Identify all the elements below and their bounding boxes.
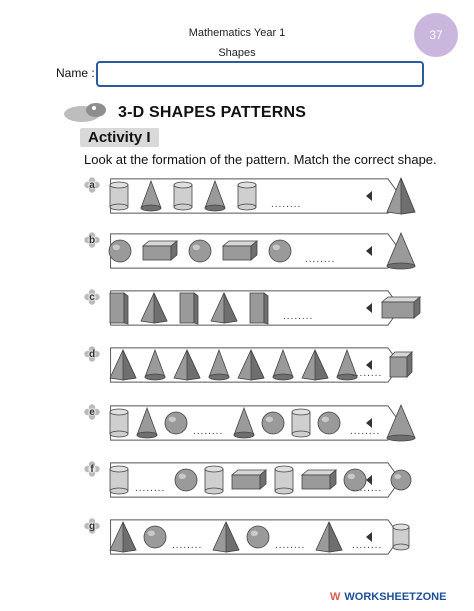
cone-shape	[143, 349, 167, 386]
cylinder-shape	[203, 465, 225, 500]
answer-pointer-icon	[366, 303, 372, 313]
row-label: a	[89, 179, 95, 191]
shapes-doodle-icon	[62, 100, 114, 126]
pyramid-shape	[236, 349, 266, 386]
answer-cylinder-shape[interactable]	[391, 523, 411, 556]
pattern-row-c	[84, 289, 474, 333]
row-label-marker	[84, 461, 100, 477]
sphere-shape	[143, 525, 167, 554]
pyramid-shape	[139, 292, 169, 329]
pyramid-shape	[108, 349, 138, 386]
row-label-marker	[84, 518, 100, 534]
pyramid-shape	[314, 521, 344, 558]
row-label-marker	[84, 289, 100, 305]
answer-cone-shape[interactable]	[385, 404, 417, 447]
row-label: f	[90, 463, 94, 475]
answer-pointer-icon	[366, 475, 372, 485]
cylinder-shape	[108, 465, 130, 500]
cone-shape	[232, 407, 256, 444]
cylinder-shape	[108, 181, 130, 216]
brand-name: WORKSHEETZONE	[344, 591, 447, 603]
answer-cone-shape[interactable]	[385, 232, 417, 275]
pyramid-shape	[108, 521, 138, 558]
sphere-shape	[188, 239, 212, 268]
worksheet-title: 3-D SHAPES PATTERNS	[118, 104, 307, 121]
sphere-shape	[317, 411, 341, 440]
cone-shape	[207, 349, 231, 386]
answer-blank: ........	[352, 368, 383, 379]
answer-cuboid-shape[interactable]	[380, 296, 422, 325]
cylinder-shape	[273, 465, 295, 500]
row-label: b	[88, 234, 96, 246]
answer-blank: ........	[283, 311, 314, 322]
cone-shape	[135, 407, 159, 444]
answer-blank: ........	[350, 426, 381, 437]
answer-blank: ........	[305, 254, 336, 265]
cuboid-shape	[230, 469, 268, 496]
row-label: g	[88, 520, 96, 532]
row-label-marker	[84, 404, 100, 420]
sphere-shape	[174, 468, 198, 497]
instruction-text: Look at the formation of the pattern. Match the correct shape.	[84, 152, 437, 167]
cuboid-shape	[221, 240, 259, 267]
cylinder-shape	[290, 408, 312, 443]
answer-sphere-shape[interactable]	[390, 469, 412, 496]
name-input[interactable]	[96, 61, 424, 87]
sphere-shape	[261, 411, 285, 440]
pattern-row-b	[84, 232, 474, 276]
page-number-badge: 37	[414, 13, 458, 57]
prism-shape	[248, 291, 270, 330]
cuboid-shape	[141, 240, 179, 267]
cuboid-shape	[300, 469, 338, 496]
sphere-shape	[268, 239, 292, 268]
brand-mark: W	[330, 591, 341, 603]
answer-pointer-icon	[366, 418, 372, 428]
sphere-shape	[246, 525, 270, 554]
answer-pointer-icon	[366, 191, 372, 201]
answer-blank: ........	[271, 199, 302, 210]
pyramid-shape	[300, 349, 330, 386]
cone-shape	[271, 349, 295, 386]
sphere-shape	[164, 411, 188, 440]
subject-title: Mathematics Year 1	[188, 27, 286, 39]
row-label: e	[89, 406, 95, 418]
pyramid-shape	[209, 292, 239, 329]
pattern-row-a	[84, 177, 474, 221]
row-label-marker	[84, 177, 100, 193]
answer-pointer-icon	[366, 246, 372, 256]
pattern-row-g	[84, 518, 474, 562]
name-label: Name :	[56, 66, 95, 80]
cone-shape	[203, 180, 227, 217]
cylinder-shape	[236, 181, 258, 216]
prism-shape	[178, 291, 200, 330]
answer-cube-shape[interactable]	[388, 351, 414, 384]
answer-pointer-icon	[366, 360, 372, 370]
pyramid-shape	[172, 349, 202, 386]
topic-title: Shapes	[218, 47, 256, 59]
cylinder-shape	[172, 181, 194, 216]
row-label-marker	[84, 232, 100, 248]
answer-pointer-icon	[366, 532, 372, 542]
row-label: d	[88, 348, 96, 360]
blank-space: ........	[275, 540, 306, 551]
prism-shape	[108, 291, 130, 330]
row-label-marker	[84, 346, 100, 362]
blank-space: ........	[172, 540, 203, 551]
pattern-row-f	[84, 461, 474, 505]
pattern-row-e	[84, 404, 474, 448]
row-label: c	[89, 291, 95, 303]
activity-heading: Activity I	[80, 128, 159, 147]
blank-space: ........	[135, 483, 166, 494]
pyramid-shape	[211, 521, 241, 558]
pattern-row-d	[84, 346, 474, 390]
answer-blank: ........	[352, 483, 383, 494]
blank-space: ........	[193, 426, 224, 437]
cylinder-shape	[108, 408, 130, 443]
brand-logo	[330, 591, 446, 603]
answer-pyramid-shape[interactable]	[385, 177, 417, 220]
cone-shape	[139, 180, 163, 217]
answer-blank: ........	[352, 540, 383, 551]
sphere-shape	[108, 239, 132, 268]
